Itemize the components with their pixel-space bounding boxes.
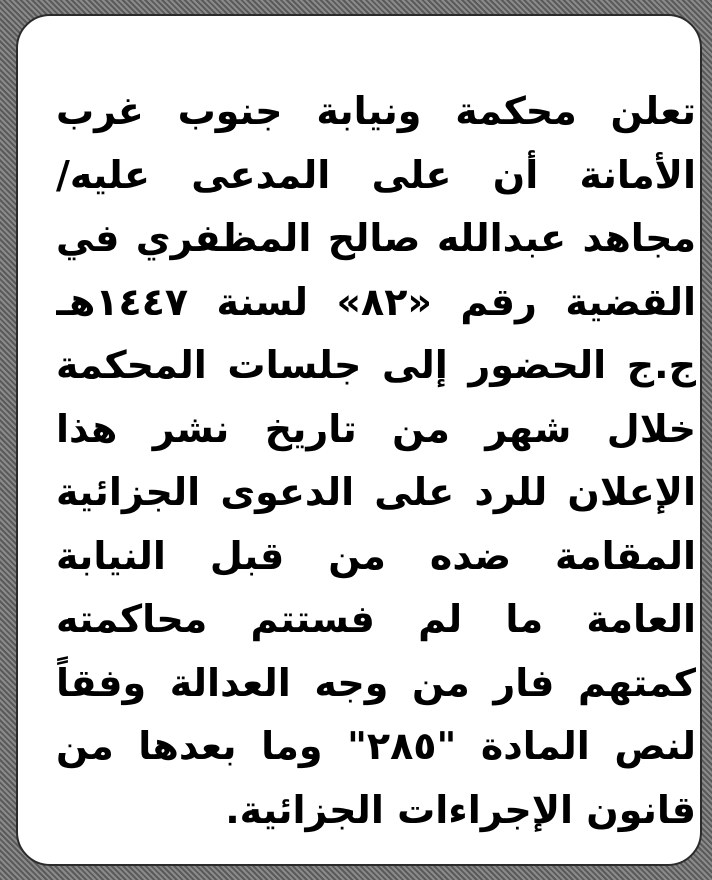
notice-line: المقامة ضده من قبل النيابة: [56, 533, 696, 578]
notice-line: قانون الإجراءات الجزائية.: [225, 787, 696, 832]
notice-line: لنص المادة "٢٨٥" وما بعدها من: [56, 724, 696, 768]
notice-line: كمتهم فار من وجه العدالة وفقاً: [56, 660, 696, 705]
notice-line: الأمانة أن على المدعى عليه/: [56, 152, 696, 197]
notice-line: ج.ج الحضور إلى جلسات المحكمة: [56, 343, 696, 387]
notice-line: تعلن محكمة ونيابة جنوب غرب: [56, 89, 696, 133]
notice-line: الإعلان للرد على الدعوى الجزائية: [56, 470, 696, 514]
notice-line: القضية رقم «٨٢» لسنة ١٤٤٧هـ: [56, 279, 696, 324]
notice-line: العامة ما لم فستتم محاكمته: [56, 597, 696, 641]
notice-text: [56, 80, 696, 842]
notice-line: مجاهد عبدالله صالح المظفري في: [56, 216, 696, 260]
notice-line: خلال شهر من تاريخ نشر هذا: [56, 406, 696, 451]
notice-card: [16, 14, 702, 866]
